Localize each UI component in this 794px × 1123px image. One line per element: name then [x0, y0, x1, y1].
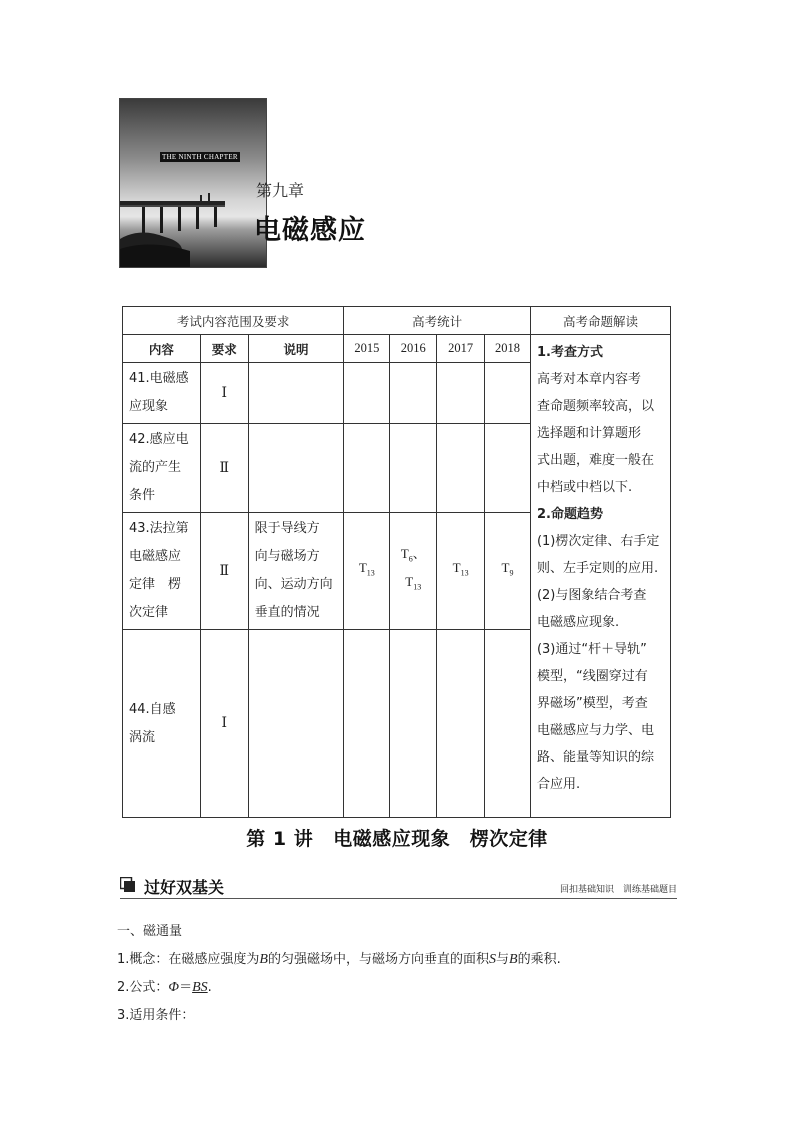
row-content-line: 42.感应电 [129, 432, 189, 447]
row-content-line: 43.法拉第 [129, 521, 189, 536]
interp-line: 查命题频率较高，以 [536, 399, 654, 414]
row-content-line: 涡流 [129, 729, 156, 745]
lesson-title [0, 824, 794, 851]
text-span: 的匀强磁场中，与磁场方向垂直的面积 [267, 952, 489, 967]
row-content [123, 513, 201, 630]
t-value [390, 543, 436, 598]
body-item-3: 3.适用条件： [117, 1008, 195, 1023]
row-2016 [390, 513, 437, 630]
row-requirement: Ⅰ [200, 630, 248, 818]
row-note [248, 424, 344, 513]
photo-caption [160, 153, 240, 161]
row-content-line: 流的产生 [129, 460, 182, 475]
lesson-name: 电磁感应现象 楞次定律 [333, 828, 548, 850]
header-year-2018: 2018 [485, 335, 531, 363]
math-var: BS [192, 980, 208, 995]
row-2017 [437, 630, 485, 818]
row-note-line: 限于导线方 [254, 521, 320, 536]
row-note [248, 630, 344, 818]
row-requirement: Ⅰ [200, 363, 248, 424]
pier-illustration [120, 99, 266, 267]
row-2017 [437, 363, 485, 424]
interp-line: (1)楞次定律、右手定 [536, 534, 660, 549]
interp-line: 电磁感应现象. [536, 615, 620, 630]
interp-line: 界磁场”模型，考查 [536, 696, 648, 711]
t-value [437, 557, 484, 585]
chapter-title: 电磁感应 [254, 215, 366, 246]
interp-line: 选择题和计算题形 [536, 426, 641, 441]
lesson-number: 第 1 讲 [246, 828, 314, 850]
row-2018 [485, 363, 531, 424]
t-value-part: $T_{13}$ [358, 560, 375, 578]
t-value-part: $T_{13}$ [405, 574, 422, 592]
row-content-line: 次定律 [129, 605, 169, 620]
interp-line: 2.命题趋势 [536, 507, 603, 522]
row-2016 [390, 424, 437, 513]
chapter-number: 第九章 [256, 181, 305, 200]
row-2015 [344, 630, 390, 818]
header-content: 内容 [123, 335, 201, 363]
t-value [485, 557, 530, 585]
row-2018 [485, 630, 531, 818]
interp-line: 路、能量等知识的综 [536, 750, 654, 765]
interp-line: (3)通过“杆＋导轨” [536, 642, 647, 657]
chapter-cover-photo [119, 98, 267, 268]
header-requirement: 要求 [200, 335, 248, 363]
row-content-line: 应现象 [129, 399, 169, 414]
body-item-1 [117, 948, 561, 968]
row-2015 [344, 363, 390, 424]
text-span: 的乘积. [517, 952, 561, 967]
row-2017 [437, 513, 485, 630]
text-span: ＝ [179, 980, 193, 995]
row-content [123, 630, 201, 818]
syllabus-table [122, 306, 671, 818]
section-tagline: 回扣基础知识 训练基础题目 [559, 885, 677, 895]
section-bar [120, 874, 677, 899]
row-2016 [390, 630, 437, 818]
text-span: 2.公式： [117, 980, 169, 995]
row-note-line: 向、运动方向 [254, 577, 333, 592]
row-2015 [344, 513, 390, 630]
row-note [248, 513, 344, 630]
row-content-line: 41.电磁感 [129, 371, 189, 386]
body-heading: 一、磁通量 [117, 924, 183, 939]
row-2017 [437, 424, 485, 513]
interp-line: (2)与图象结合考查 [536, 588, 647, 603]
text-span: 1.概念：在磁感应强度为 [117, 952, 260, 967]
row-content [123, 363, 201, 424]
row-note [248, 363, 344, 424]
row-2015 [344, 424, 390, 513]
interpretation-cell [530, 335, 670, 818]
row-content-line: 条件 [129, 488, 156, 503]
photo-caption-text: THE NINTH CHAPTER [162, 153, 238, 161]
header-note: 说明 [248, 335, 344, 363]
header-interpretation: 高考命题解读 [530, 307, 670, 335]
math-var: B [259, 952, 268, 967]
row-note-line: 向与磁场方 [254, 549, 320, 564]
t-value [344, 557, 389, 585]
text-span: . [207, 980, 212, 995]
row-2018 [485, 513, 531, 630]
interp-line: 则、左手定则的应用. [536, 561, 659, 576]
text-span: 与 [495, 952, 509, 967]
header-year-2016: 2016 [390, 335, 437, 363]
math-var: B [509, 952, 518, 967]
header-year-2017: 2017 [437, 335, 485, 363]
table-header-group-row [123, 307, 671, 335]
row-content [123, 424, 201, 513]
interp-line: 式出题，难度一般在 [536, 453, 654, 468]
interp-line: 合应用. [536, 777, 581, 792]
section-label: 过好双基关 [144, 878, 225, 897]
row-content-line: 44.自感 [129, 701, 176, 717]
interp-line: 1.考查方式 [536, 345, 603, 360]
math-var: Φ [168, 980, 180, 995]
row-content-line: 电磁感应 [129, 549, 182, 564]
interp-line: 高考对本章内容考 [536, 372, 641, 387]
row-2018 [485, 424, 531, 513]
header-stats: 高考统计 [344, 307, 531, 335]
body-item-2 [117, 976, 212, 996]
interp-line: 模型，“线圈穿过有 [536, 669, 648, 684]
header-scope: 考试内容范围及要求 [123, 307, 344, 335]
interp-line: 电磁感应与力学、电 [536, 723, 654, 738]
t-value-part: $T_9$ [501, 560, 514, 578]
row-requirement: Ⅱ [200, 513, 248, 630]
row-content-line: 定律 楞 [129, 577, 182, 592]
row-2016 [390, 363, 437, 424]
row-requirement: Ⅱ [200, 424, 248, 513]
header-year-2015: 2015 [344, 335, 390, 363]
table-header-row [123, 335, 671, 363]
interp-line: 中档或中档以下. [536, 480, 633, 495]
stacked-squares-icon [120, 877, 136, 893]
t-value-part: $T_{13}$ [452, 560, 469, 578]
math-var: S [488, 952, 496, 967]
t-value-part: $T_6$、 [400, 546, 426, 564]
row-note-line: 垂直的情况 [254, 605, 320, 620]
